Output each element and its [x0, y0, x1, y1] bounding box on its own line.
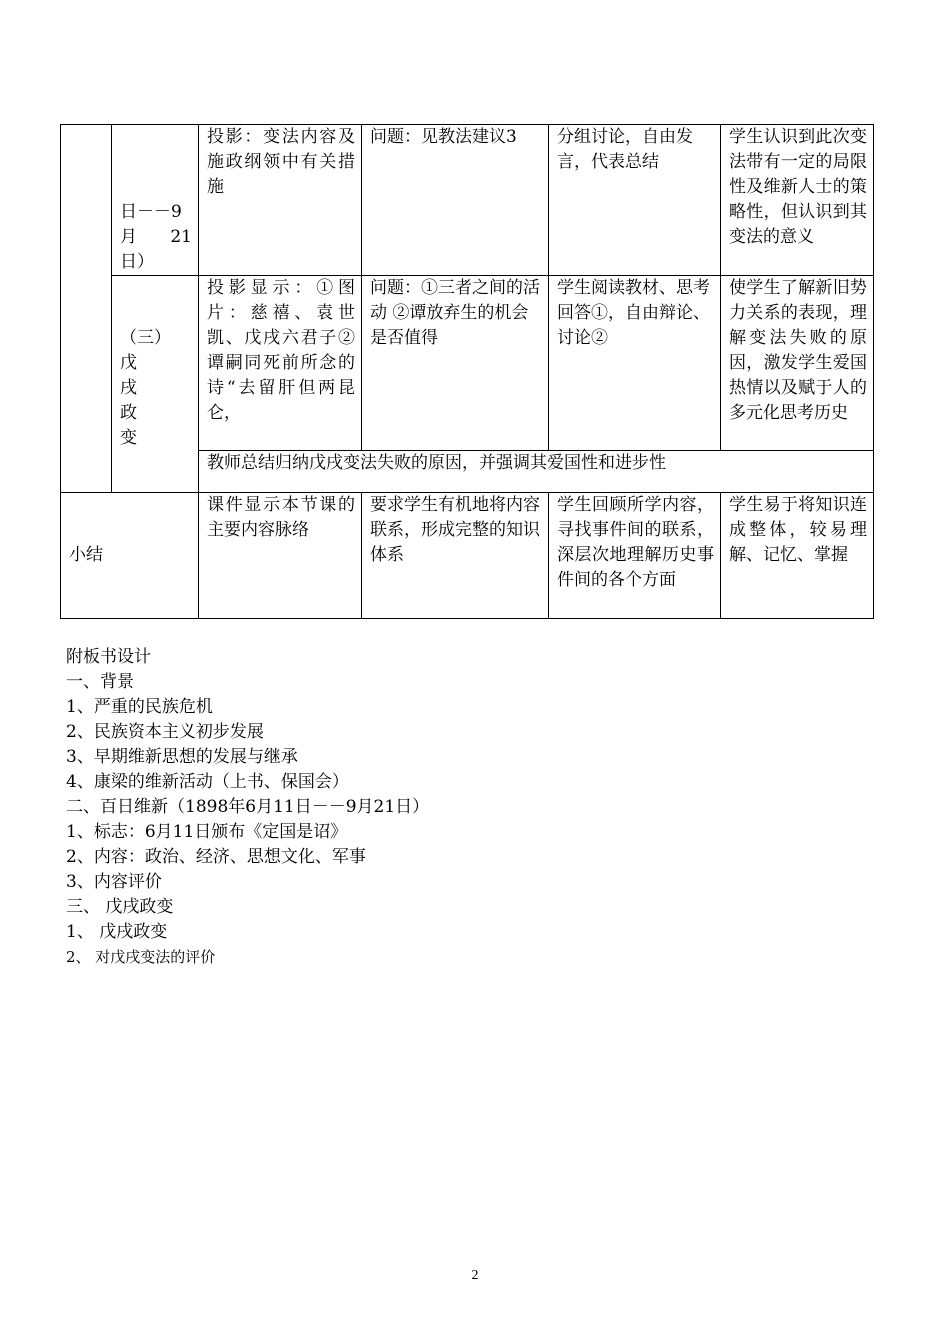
table-row: [61, 493, 874, 619]
page-number: 2: [471, 1268, 479, 1283]
board-line: 2、民族资本主义初步发展: [66, 722, 264, 742]
stage-date-line: 日）: [120, 252, 154, 272]
stage-cell-hundred-days: [112, 125, 199, 276]
stage-char: 戊: [120, 353, 137, 373]
summary-label: 小结: [69, 545, 103, 565]
question-cell: 问题：见教法建议3: [362, 125, 549, 276]
teacher-summary-cell: 教师总结归纳戊戌变法失败的原因，并强调其爱国性和进步性: [199, 451, 874, 493]
board-line: 3、早期维新思想的发展与继承: [66, 747, 298, 767]
stage-number: （三）: [120, 328, 171, 348]
board-line: 3、内容评价: [66, 872, 162, 892]
stage-date-part: 21: [170, 227, 192, 247]
summary-label-cell: [61, 493, 199, 619]
board-line: 2、 对戊戌变法的评价: [66, 948, 216, 966]
board-line: 1、标志：6月11日颁布《定国是诏》: [66, 822, 348, 842]
board-line: 2、内容：政治、经济、思想文化、军事: [66, 847, 366, 867]
goal-cell: 使学生了解新旧势力关系的表现，理解变法失败的原因，激发学生爱国热情以及赋于人的多元化思考历史: [721, 276, 874, 451]
board-line: 4、康梁的维新活动（上书、保国会）: [66, 772, 349, 792]
stage-label: [120, 326, 192, 451]
board-line: 三、 戊戌政变: [66, 897, 174, 917]
stage-date-line: [120, 225, 192, 250]
board-line: 1、严重的民族危机: [66, 697, 213, 717]
section-cell: [61, 125, 112, 493]
stage-char: 政: [120, 403, 137, 423]
stage-date-line: 日－－9: [120, 202, 182, 222]
lesson-plan-table: [60, 124, 874, 619]
board-title: 附板书设计: [66, 647, 151, 667]
board-line: 1、 戊戌政变: [66, 922, 168, 942]
media-cell: 投影：变法内容及施政纲领中有关措施: [199, 125, 362, 276]
student-activity-cell: 学生回顾所学内容，寻找事件间的联系，深层次地理解历史事件间的各个方面: [549, 493, 721, 619]
student-activity-cell: 学生阅读教材、思考回答①，自由辩论、讨论②: [549, 276, 721, 451]
table-row: [61, 125, 874, 276]
board-design: [66, 645, 429, 970]
media-cell: 投影显示：①图片：慈禧、袁世凯、戊戌六君子②谭嗣同死前所念的诗“去留肝但两昆仑，: [199, 276, 362, 451]
question-cell: 问题：①三者之间的活动 ②谭放弃生的机会是否值得: [362, 276, 549, 451]
stage-char: 变: [120, 428, 137, 448]
media-cell: 课件显示本节课的主要内容脉络: [199, 493, 362, 619]
student-activity-cell: 分组讨论，自由发言，代表总结: [549, 125, 721, 276]
goal-cell: 学生易于将知识连成整体，较易理解、记忆、掌握: [721, 493, 874, 619]
stage-cell-coup: [112, 276, 199, 493]
stage-char: 戌: [120, 378, 137, 398]
board-line: 二、百日维新（1898年6月11日－－9月21日）: [66, 797, 430, 817]
table-row: [61, 276, 874, 451]
stage-date-part: 月: [120, 227, 137, 247]
question-cell: 要求学生有机地将内容联系，形成完整的知识体系: [362, 493, 549, 619]
board-line: 一、背景: [66, 672, 134, 692]
goal-cell: 学生认识到此次变法带有一定的局限性及维新人士的策略性，但认识到其变法的意义: [721, 125, 874, 276]
